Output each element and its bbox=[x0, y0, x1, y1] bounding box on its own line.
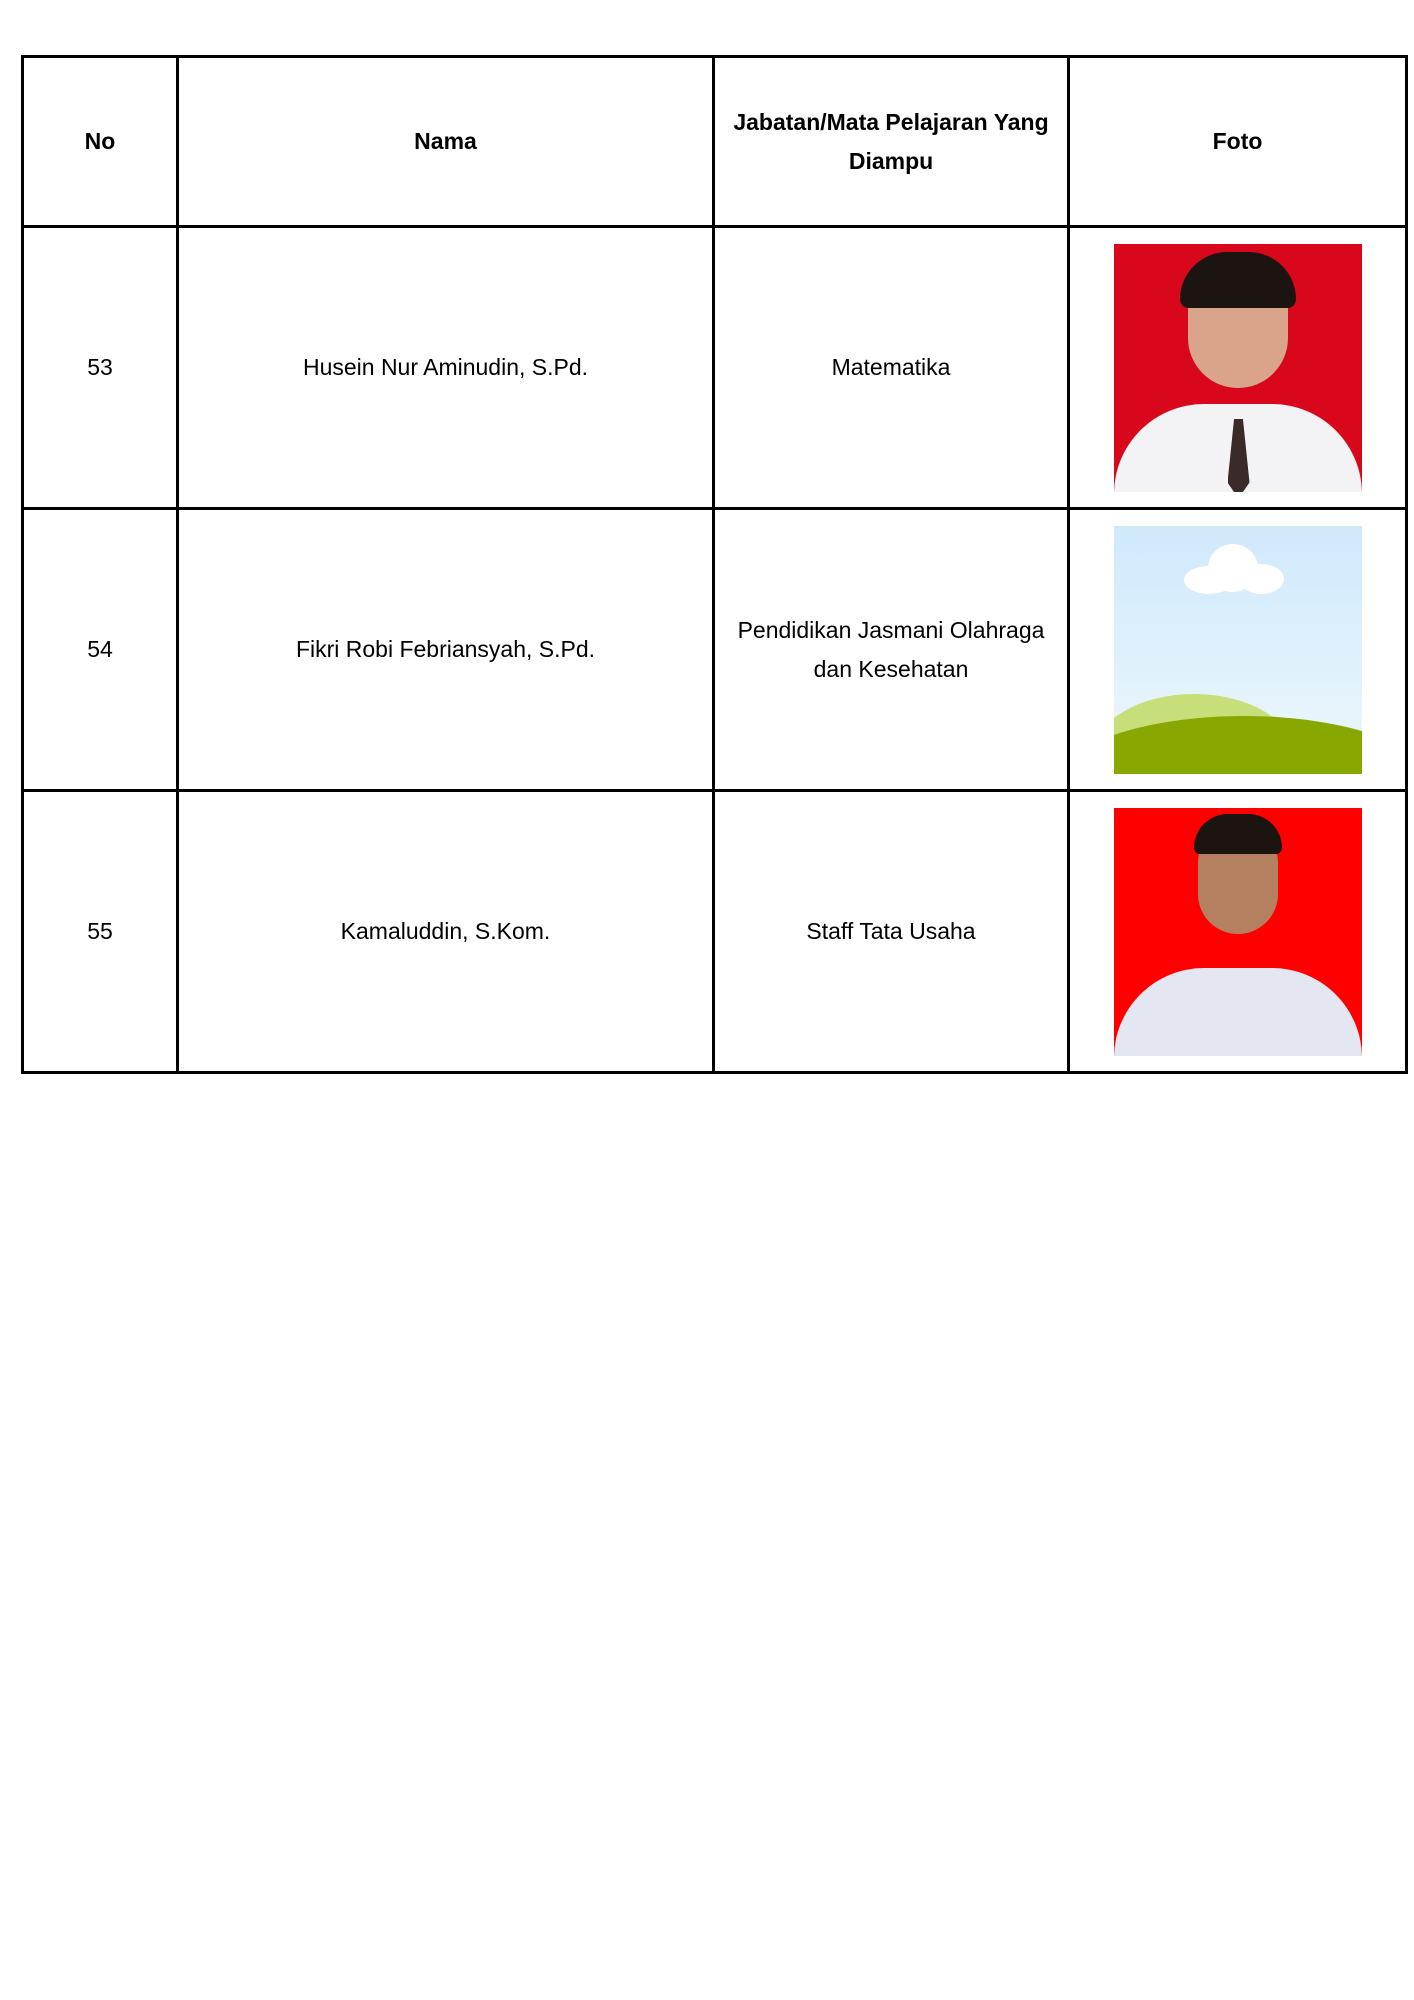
portrait-photo bbox=[1114, 808, 1362, 1056]
cell-nama: Fikri Robi Febriansyah, S.Pd. bbox=[178, 509, 714, 791]
header-no: No bbox=[23, 57, 178, 227]
image-placeholder-icon bbox=[1114, 526, 1362, 774]
cell-nama: Husein Nur Aminudin, S.Pd. bbox=[178, 227, 714, 509]
header-foto: Foto bbox=[1069, 57, 1407, 227]
staff-table bbox=[21, 55, 1408, 1074]
cell-no: 54 bbox=[23, 509, 178, 791]
cell-no: 53 bbox=[23, 227, 178, 509]
cell-no: 55 bbox=[23, 791, 178, 1073]
cell-jabatan: Matematika bbox=[714, 227, 1069, 509]
cell-foto bbox=[1069, 227, 1407, 509]
table-row bbox=[23, 509, 1407, 791]
cell-jabatan: Staff Tata Usaha bbox=[714, 791, 1069, 1073]
header-jabatan: Jabatan/Mata Pelajaran Yang Diampu bbox=[714, 57, 1069, 227]
table-row bbox=[23, 791, 1407, 1073]
cell-jabatan: Pendidikan Jasmani Olahraga dan Kesehatan bbox=[714, 509, 1069, 791]
table-header-row bbox=[23, 57, 1407, 227]
portrait-photo bbox=[1114, 244, 1362, 492]
table-row bbox=[23, 227, 1407, 509]
cell-nama: Kamaluddin, S.Kom. bbox=[178, 791, 714, 1073]
header-nama: Nama bbox=[178, 57, 714, 227]
cell-foto bbox=[1069, 791, 1407, 1073]
cell-foto bbox=[1069, 509, 1407, 791]
